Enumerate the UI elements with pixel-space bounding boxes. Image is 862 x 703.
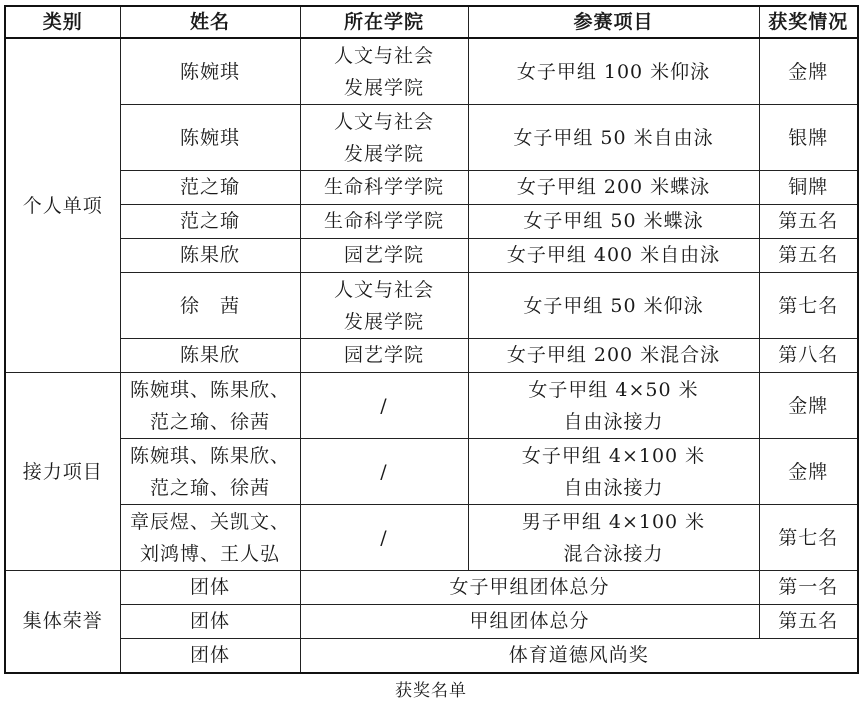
category-cell-text: 接力项目	[22, 460, 103, 483]
award-cell	[759, 605, 858, 639]
event-cell-text: 女子甲组 50 米仰泳	[523, 294, 704, 317]
college-cell	[300, 171, 468, 205]
college-cell	[300, 38, 468, 105]
category-cell	[5, 373, 120, 571]
name-cell-text: 章辰煜、关凯文、 刘鸿博、王人弘	[129, 510, 290, 565]
event-cell-text: 女子甲组团体总分	[449, 576, 610, 598]
college-cell	[300, 373, 468, 439]
table-row	[5, 505, 858, 571]
award-cell	[759, 439, 858, 505]
college-cell-text: 生命科学学院	[323, 210, 444, 232]
event-cell-text: 女子甲组 400 米自由泳	[506, 244, 721, 266]
event-cell-text: 女子甲组 50 米自由泳	[513, 126, 714, 149]
name-cell	[120, 205, 300, 239]
award-cell-text: 第五名	[778, 244, 839, 266]
college-cell	[300, 205, 468, 239]
name-cell-text: 团体	[189, 610, 230, 632]
award-cell	[759, 571, 858, 605]
college-cell-text: 生命科学学院	[323, 176, 444, 198]
event-cell	[468, 273, 759, 339]
name-cell	[120, 105, 300, 171]
event-cell-text: 女子甲组 100 米仰泳	[516, 60, 711, 83]
event-cell	[468, 38, 759, 105]
name-cell	[120, 639, 300, 674]
name-cell	[120, 171, 300, 205]
award-cell	[759, 171, 858, 205]
award-cell	[759, 273, 858, 339]
name-cell-text: 团体	[189, 576, 230, 598]
name-cell	[120, 571, 300, 605]
award-cell-text: 金牌	[788, 60, 829, 83]
college-cell-text: 人文与社会 发展学院	[333, 110, 434, 165]
award-cell-text: 第八名	[778, 344, 839, 366]
event-cell	[468, 505, 759, 571]
event-cell-text: 女子甲组 4×50 米 自由泳接力	[528, 378, 699, 433]
table-row	[5, 639, 858, 674]
table-row	[5, 105, 858, 171]
event-cell-text: 甲组团体总分	[469, 610, 590, 632]
name-cell-text: 陈果欣	[179, 344, 240, 366]
award-cell-text: 金牌	[788, 394, 829, 417]
college-cell	[300, 239, 468, 273]
award-cell	[759, 505, 858, 571]
table-row	[5, 439, 858, 505]
award-cell-text: 铜牌	[788, 176, 829, 198]
header-award: 获奖情况	[759, 6, 858, 38]
award-cell-text: 银牌	[788, 126, 829, 149]
event-cell	[300, 639, 858, 674]
name-cell	[120, 239, 300, 273]
college-cell-text: 人文与社会 发展学院	[333, 44, 434, 99]
name-cell-text: 陈果欣	[179, 244, 240, 266]
category-cell-text: 个人单项	[22, 194, 103, 217]
name-cell	[120, 38, 300, 105]
name-cell-text: 陈婉琪	[179, 126, 240, 149]
event-cell-text: 女子甲组 200 米混合泳	[506, 344, 721, 366]
event-cell	[468, 239, 759, 273]
header-row	[5, 6, 858, 38]
college-cell-text: 园艺学院	[343, 344, 424, 366]
table-row	[5, 571, 858, 605]
awards-table	[4, 5, 859, 674]
header-category: 类别	[5, 6, 120, 38]
college-cell-text: 人文与社会 发展学院	[333, 278, 434, 333]
event-cell	[468, 439, 759, 505]
event-cell-text: 男子甲组 4×100 米 混合泳接力	[521, 510, 706, 565]
name-cell-text: 陈婉琪、陈果欣、 范之瑜、徐茜	[129, 378, 290, 433]
event-cell-text: 女子甲组 50 米蝶泳	[523, 210, 704, 232]
name-cell	[120, 439, 300, 505]
name-cell	[120, 273, 300, 339]
event-cell	[468, 339, 759, 373]
award-cell-text: 第一名	[778, 576, 839, 598]
table-row	[5, 239, 858, 273]
name-cell	[120, 605, 300, 639]
name-cell-text: 陈婉琪、陈果欣、 范之瑜、徐茜	[129, 444, 290, 499]
table-row	[5, 171, 858, 205]
event-cell	[300, 571, 759, 605]
category-cell	[5, 571, 120, 674]
header-name: 姓名	[120, 6, 300, 38]
event-cell-text: 女子甲组 200 米蝶泳	[516, 176, 711, 198]
college-cell	[300, 105, 468, 171]
table-row	[5, 205, 858, 239]
name-cell	[120, 373, 300, 439]
header-college: 所在学院	[300, 6, 468, 38]
award-cell-text: 第五名	[778, 210, 839, 232]
college-cell	[300, 339, 468, 373]
award-cell-text: 金牌	[788, 460, 829, 483]
table-row	[5, 273, 858, 339]
college-cell	[300, 505, 468, 571]
header-event: 参赛项目	[468, 6, 759, 38]
college-cell-text: /	[380, 526, 388, 549]
event-cell	[468, 205, 759, 239]
table-caption: 获奖名单	[395, 681, 467, 701]
name-cell	[120, 339, 300, 373]
college-cell-text: /	[380, 394, 388, 417]
name-cell-text: 团体	[189, 644, 230, 666]
award-cell-text: 第七名	[778, 526, 839, 549]
event-cell	[300, 605, 759, 639]
award-cell	[759, 373, 858, 439]
award-cell-text: 第五名	[778, 610, 839, 632]
college-cell	[300, 439, 468, 505]
event-cell	[468, 171, 759, 205]
event-cell	[468, 105, 759, 171]
college-cell-text: /	[380, 460, 388, 483]
award-cell	[759, 105, 858, 171]
category-cell	[5, 38, 120, 373]
name-cell-text: 陈婉琪	[179, 60, 240, 83]
table-row	[5, 373, 858, 439]
college-cell	[300, 273, 468, 339]
award-cell	[759, 38, 858, 105]
table-row	[5, 38, 858, 105]
name-cell-text: 范之瑜	[179, 176, 240, 198]
category-cell-text: 集体荣誉	[22, 610, 103, 632]
table-row	[5, 605, 858, 639]
event-cell-text: 女子甲组 4×100 米 自由泳接力	[521, 444, 706, 499]
award-cell-text: 第七名	[778, 294, 839, 317]
award-cell	[759, 339, 858, 373]
award-cell	[759, 205, 858, 239]
event-cell-text: 体育道德风尚奖	[508, 644, 649, 666]
award-cell	[759, 239, 858, 273]
name-cell	[120, 505, 300, 571]
table-row	[5, 339, 858, 373]
college-cell-text: 园艺学院	[343, 244, 424, 266]
name-cell-text: 徐 茜	[179, 294, 240, 317]
event-cell	[468, 373, 759, 439]
name-cell-text: 范之瑜	[179, 210, 240, 232]
